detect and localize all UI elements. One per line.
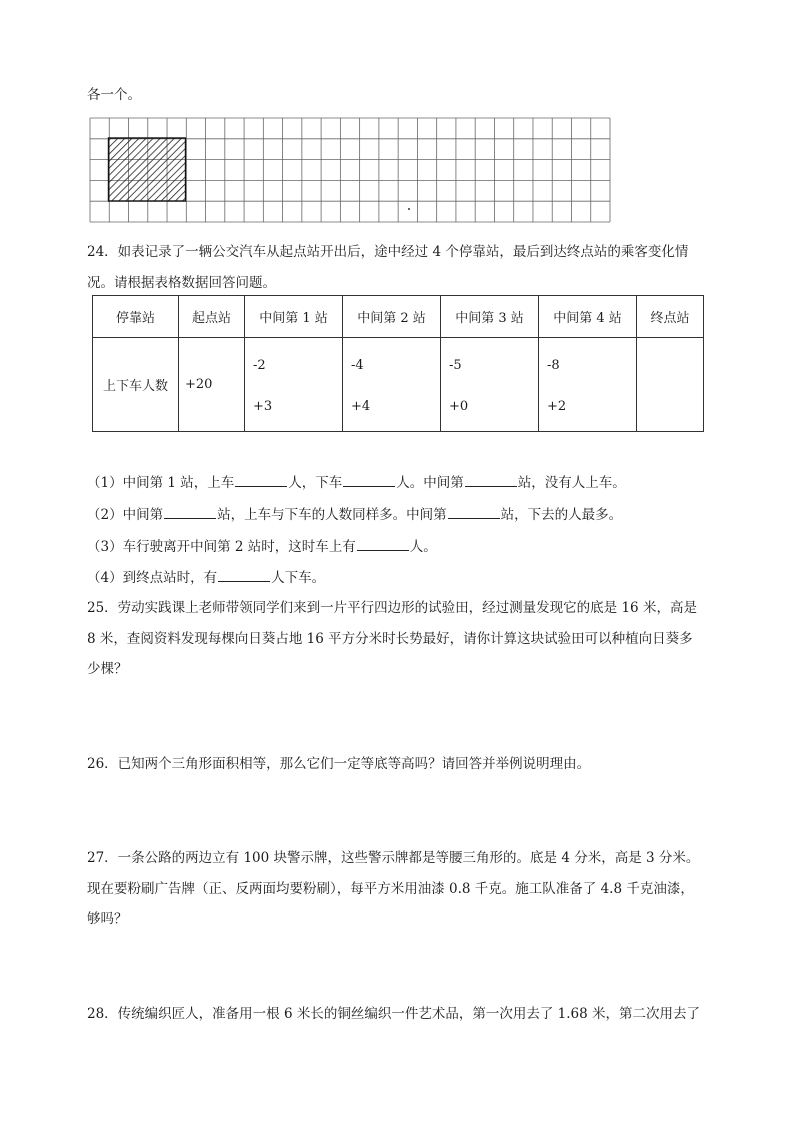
table-header-cell: 中间第 3 站 <box>441 296 539 338</box>
stop-4-off: -8 <box>547 358 560 373</box>
q24-sub-2-text-a: （2）中间第 <box>87 507 164 523</box>
q27-line-3: 够吗？ <box>87 911 128 927</box>
grid-dot <box>408 208 410 210</box>
q24-sub-4-text-b: 人下车。 <box>271 570 326 586</box>
q24-sub-3-text-b: 人。 <box>409 539 437 555</box>
table-header-cell: 中间第 2 站 <box>343 296 441 338</box>
table-header-cell: 停靠站 <box>93 296 179 338</box>
q25-line-3: 少棵？ <box>87 661 128 677</box>
q24-sub-1-text-c: 人。中间第 <box>396 475 464 491</box>
stop-4-cell <box>539 338 637 432</box>
stop-1-off: -2 <box>253 358 266 373</box>
row-label-cell: 上下车人数 <box>93 338 179 432</box>
q27-line-1: 27．一条公路的两边立有 100 块警示牌，这些警示牌都是等腰三角形的。底是 4 分米，高是 3 分米。 <box>87 850 700 866</box>
q28-line-1: 28．传统编织匠人，准备用一根 6 米长的铜丝编织一件艺术品，第一次用去了 1.68 米，第二次用去了 <box>87 1006 700 1022</box>
answer-blank[interactable] <box>357 536 409 551</box>
q24-sub-2 <box>87 503 622 523</box>
answer-blank[interactable] <box>164 504 216 519</box>
q24-sub-2-text-b: 站，上车与下车的人数同样多。中间第 <box>217 507 447 523</box>
stop-1-cell <box>245 338 343 432</box>
stop-3-off: -5 <box>449 358 462 373</box>
bus-stop-table <box>92 295 704 432</box>
q24-sub-3-text-a: （3）车行驶离开中间第 2 站时，这时车上有 <box>87 539 356 555</box>
q24-sub-4 <box>87 566 325 586</box>
table-header-cell: 中间第 4 站 <box>539 296 637 338</box>
stop-2-off: -4 <box>351 358 364 373</box>
q26-line-1: 26．已知两个三角形面积相等，那么它们一定等底等高吗？请回答并举例说明理由。 <box>87 756 591 772</box>
answer-blank[interactable] <box>448 504 500 519</box>
table-header-cell: 中间第 1 站 <box>245 296 343 338</box>
intro-tail-text: 各一个。 <box>87 87 141 103</box>
end-value-cell <box>637 338 704 432</box>
q24-sub-1-text-d: 站，没有人上车。 <box>517 475 626 491</box>
table-header-row <box>93 296 704 338</box>
stop-3-on: +0 <box>449 399 469 414</box>
q24-sub-1-text-b: 人，下车 <box>288 475 343 491</box>
stop-3-cell <box>441 338 539 432</box>
q24-line-1: 24．如表记录了一辆公交汽车从起点站开出后，途中经过 4 个停靠站，最后到达终点站的乘客变化情 <box>87 244 689 260</box>
table-header-cell: 终点站 <box>637 296 704 338</box>
square-grid-figure <box>89 117 611 223</box>
start-value-cell: +20 <box>179 338 245 432</box>
answer-blank[interactable] <box>235 472 287 487</box>
stop-1-on: +3 <box>253 399 273 414</box>
q27-line-2: 现在要粉刷广告牌（正、反两面均要粉刷），每平方米用油漆 0.8 千克。施工队准备了 4.8 千克油漆， <box>87 881 694 897</box>
answer-blank[interactable] <box>343 472 395 487</box>
stop-2-on: +4 <box>351 399 371 414</box>
table-header-cell: 起点站 <box>179 296 245 338</box>
stop-2-cell <box>343 338 441 432</box>
shaded-rectangle <box>109 138 186 201</box>
answer-blank[interactable] <box>218 567 270 582</box>
q24-sub-2-text-c: 站，下去的人最多。 <box>500 507 623 523</box>
answer-blank[interactable] <box>465 472 517 487</box>
stop-4-on: +2 <box>547 399 567 414</box>
q24-line-2: 况。请根据表格数据回答问题。 <box>87 275 276 291</box>
q24-sub-1 <box>87 471 626 491</box>
q24-sub-1-text-a: （1）中间第 1 站，上车 <box>87 475 235 491</box>
table-row <box>93 338 704 432</box>
q25-line-2: 8 米，查阅资料发现每棵向日葵占地 16 平方分米时长势最好，请你计算这块试验田可以种植向日葵多 <box>87 631 693 647</box>
q24-sub-3 <box>87 535 437 555</box>
q24-sub-4-text-a: （4）到终点站时，有 <box>87 570 218 586</box>
q25-line-1: 25．劳动实践课上老师带领同学们来到一片平行四边形的试验田，经过测量发现它的底是 16 米，高是 <box>87 600 697 616</box>
